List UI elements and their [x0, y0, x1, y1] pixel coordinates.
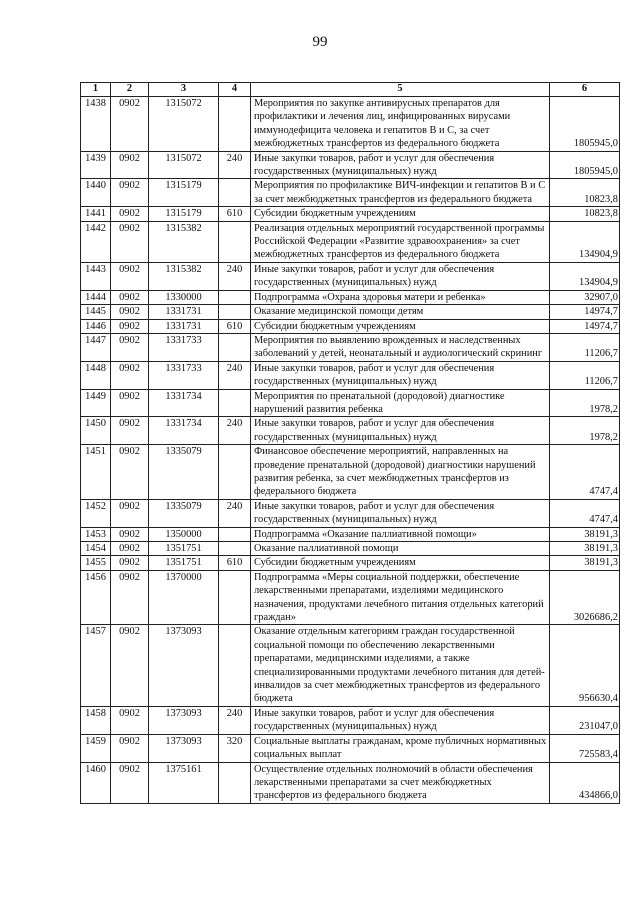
row-number: 1452 [81, 499, 111, 527]
target-code: 1331734 [149, 389, 219, 417]
target-code: 1335079 [149, 499, 219, 527]
amount: 1805945,0 [550, 97, 620, 152]
target-code: 1335079 [149, 445, 219, 500]
item-name: Оказание отдельным категориям граждан государственной социальной помощи по обеспечению лекарственными препаратами, медицинскими изделиями, а также специализированными продуктами лечебного питания для детей-инвалидов за счет межбюджетных трансфертов из федерального бюджета [251, 625, 550, 706]
section-code: 0902 [111, 151, 149, 179]
amount: 11206,7 [550, 333, 620, 361]
amount: 11206,7 [550, 361, 620, 389]
amount: 134904,9 [550, 262, 620, 290]
item-name: Оказание паллиативной помощи [251, 542, 550, 556]
target-code: 1373093 [149, 625, 219, 706]
section-code: 0902 [111, 445, 149, 500]
target-code: 1315179 [149, 179, 219, 207]
target-code: 1375161 [149, 762, 219, 803]
row-number: 1440 [81, 179, 111, 207]
table-row [81, 207, 620, 221]
expense-type: 610 [219, 556, 251, 570]
target-code: 1370000 [149, 570, 219, 625]
table-row [81, 333, 620, 361]
section-code: 0902 [111, 570, 149, 625]
expense-type [219, 179, 251, 207]
table-row [81, 179, 620, 207]
expense-type: 240 [219, 706, 251, 734]
target-code: 1331734 [149, 417, 219, 445]
target-code: 1331731 [149, 305, 219, 319]
amount: 14974,7 [550, 305, 620, 319]
amount: 231047,0 [550, 706, 620, 734]
table-row [81, 151, 620, 179]
item-name: Осуществление отдельных полномочий в области обеспечения лекарственными препаратами за счет межбюджетных трансфертов из федерального бюджета [251, 762, 550, 803]
section-code: 0902 [111, 706, 149, 734]
amount: 434866,0 [550, 762, 620, 803]
item-name: Реализация отдельных мероприятий государственной программы Российской Федерации «Развитие здравоохранения» за счет межбюджетных трансфертов из федерального бюджета [251, 221, 550, 262]
expense-type [219, 333, 251, 361]
item-name: Подпрограмма «Охрана здоровья матери и ребенка» [251, 290, 550, 304]
amount: 32907,0 [550, 290, 620, 304]
header-row [81, 83, 620, 97]
expense-type: 240 [219, 262, 251, 290]
table-row [81, 319, 620, 333]
target-code: 1373093 [149, 706, 219, 734]
amount: 956630,4 [550, 625, 620, 706]
item-name: Оказание медицинской помощи детям [251, 305, 550, 319]
row-number: 1449 [81, 389, 111, 417]
row-number: 1454 [81, 542, 111, 556]
item-name: Иные закупки товаров, работ и услуг для обеспечения государственных (муниципальных) нужд [251, 151, 550, 179]
target-code: 1351751 [149, 556, 219, 570]
amount: 1978,2 [550, 389, 620, 417]
item-name: Иные закупки товаров, работ и услуг для обеспечения государственных (муниципальных) нужд [251, 417, 550, 445]
amount: 1805945,0 [550, 151, 620, 179]
budget-table [80, 82, 620, 804]
amount: 134904,9 [550, 221, 620, 262]
expense-type: 320 [219, 734, 251, 762]
section-code: 0902 [111, 499, 149, 527]
target-code: 1315382 [149, 262, 219, 290]
section-code: 0902 [111, 417, 149, 445]
row-number: 1460 [81, 762, 111, 803]
target-code: 1315072 [149, 151, 219, 179]
item-name: Иные закупки товаров, работ и услуг для обеспечения государственных (муниципальных) нужд [251, 361, 550, 389]
item-name: Мероприятия по пренатальной (дородовой) диагностике нарушений развития ребенка [251, 389, 550, 417]
row-number: 1438 [81, 97, 111, 152]
table-row [81, 706, 620, 734]
amount: 1978,2 [550, 417, 620, 445]
item-name: Мероприятия по закупке антивирусных препаратов для профилактики и лечения лиц, инфицированных вирусами иммунодефицита человека и гепатитов В и С, за счет межбюджетных трансфертов из федерального бюджета [251, 97, 550, 152]
header-col-5: 5 [251, 83, 550, 97]
table-row [81, 570, 620, 625]
header-col-4: 4 [219, 83, 251, 97]
table-row [81, 625, 620, 706]
table-row [81, 734, 620, 762]
item-name: Субсидии бюджетным учреждениям [251, 556, 550, 570]
item-name: Субсидии бюджетным учреждениям [251, 319, 550, 333]
header-col-3: 3 [149, 83, 219, 97]
table-row [81, 542, 620, 556]
expense-type [219, 305, 251, 319]
table-row [81, 527, 620, 541]
target-code: 1331733 [149, 361, 219, 389]
amount: 4747,4 [550, 499, 620, 527]
expense-type: 240 [219, 499, 251, 527]
row-number: 1456 [81, 570, 111, 625]
row-number: 1444 [81, 290, 111, 304]
row-number: 1441 [81, 207, 111, 221]
expense-type [219, 570, 251, 625]
amount: 10823,8 [550, 179, 620, 207]
target-code: 1331731 [149, 319, 219, 333]
section-code: 0902 [111, 305, 149, 319]
amount: 14974,7 [550, 319, 620, 333]
section-code: 0902 [111, 734, 149, 762]
row-number: 1458 [81, 706, 111, 734]
item-name: Иные закупки товаров, работ и услуг для обеспечения государственных (муниципальных) нужд [251, 499, 550, 527]
item-name: Иные закупки товаров, работ и услуг для обеспечения государственных (муниципальных) нужд [251, 262, 550, 290]
expense-type: 240 [219, 151, 251, 179]
table-row [81, 556, 620, 570]
expense-type: 610 [219, 319, 251, 333]
header-col-6: 6 [550, 83, 620, 97]
row-number: 1447 [81, 333, 111, 361]
amount: 4747,4 [550, 445, 620, 500]
table-row [81, 417, 620, 445]
section-code: 0902 [111, 556, 149, 570]
item-name: Субсидии бюджетным учреждениям [251, 207, 550, 221]
header-col-2: 2 [111, 83, 149, 97]
item-name: Мероприятия по выявлению врожденных и наследственных заболеваний у детей, неонатальный и аудиологический скрининг [251, 333, 550, 361]
header-col-1: 1 [81, 83, 111, 97]
table-row [81, 221, 620, 262]
amount: 3026686,2 [550, 570, 620, 625]
expense-type [219, 445, 251, 500]
section-code: 0902 [111, 179, 149, 207]
target-code: 1351751 [149, 542, 219, 556]
table-row [81, 290, 620, 304]
expense-type [219, 290, 251, 304]
table-row [81, 262, 620, 290]
row-number: 1459 [81, 734, 111, 762]
section-code: 0902 [111, 221, 149, 262]
table-row [81, 97, 620, 152]
expense-type: 610 [219, 207, 251, 221]
section-code: 0902 [111, 527, 149, 541]
row-number: 1442 [81, 221, 111, 262]
row-number: 1450 [81, 417, 111, 445]
target-code: 1315382 [149, 221, 219, 262]
section-code: 0902 [111, 389, 149, 417]
expense-type [219, 389, 251, 417]
amount: 10823,8 [550, 207, 620, 221]
item-name: Социальные выплаты гражданам, кроме публичных нормативных социальных выплат [251, 734, 550, 762]
target-code: 1331733 [149, 333, 219, 361]
amount: 38191,3 [550, 542, 620, 556]
section-code: 0902 [111, 542, 149, 556]
expense-type [219, 527, 251, 541]
section-code: 0902 [111, 290, 149, 304]
target-code: 1315179 [149, 207, 219, 221]
expense-type [219, 762, 251, 803]
section-code: 0902 [111, 207, 149, 221]
table-row [81, 762, 620, 803]
section-code: 0902 [111, 97, 149, 152]
item-name: Подпрограмма «Оказание паллиативной помощи» [251, 527, 550, 541]
expense-type: 240 [219, 361, 251, 389]
expense-type: 240 [219, 417, 251, 445]
item-name: Подпрограмма «Меры социальной поддержки, обеспечение лекарственными препаратами, изделиями медицинского назначения, продуктами лечебного питания отдельных категорий граждан» [251, 570, 550, 625]
table-row [81, 305, 620, 319]
row-number: 1451 [81, 445, 111, 500]
row-number: 1443 [81, 262, 111, 290]
row-number: 1446 [81, 319, 111, 333]
expense-type [219, 625, 251, 706]
item-name: Мероприятия по профилактике ВИЧ-инфекции и гепатитов В и С за счет межбюджетных трансфертов из федерального бюджета [251, 179, 550, 207]
expense-type [219, 97, 251, 152]
target-code: 1350000 [149, 527, 219, 541]
table-row [81, 499, 620, 527]
expense-type [219, 542, 251, 556]
table-row [81, 389, 620, 417]
row-number: 1457 [81, 625, 111, 706]
row-number: 1439 [81, 151, 111, 179]
table-row [81, 445, 620, 500]
item-name: Финансовое обеспечение мероприятий, направленных на проведение пренатальной (дородовой) диагностики нарушений развития ребенка, за счет межбюджетных трансфертов из федерального бюджета [251, 445, 550, 500]
row-number: 1445 [81, 305, 111, 319]
section-code: 0902 [111, 262, 149, 290]
row-number: 1455 [81, 556, 111, 570]
amount: 38191,3 [550, 527, 620, 541]
expense-type [219, 221, 251, 262]
page-number: 99 [312, 34, 328, 50]
section-code: 0902 [111, 319, 149, 333]
section-code: 0902 [111, 762, 149, 803]
section-code: 0902 [111, 625, 149, 706]
table-row [81, 361, 620, 389]
item-name: Иные закупки товаров, работ и услуг для обеспечения государственных (муниципальных) нужд [251, 706, 550, 734]
target-code: 1373093 [149, 734, 219, 762]
row-number: 1448 [81, 361, 111, 389]
section-code: 0902 [111, 361, 149, 389]
amount: 38191,3 [550, 556, 620, 570]
row-number: 1453 [81, 527, 111, 541]
target-code: 1330000 [149, 290, 219, 304]
amount: 725583,4 [550, 734, 620, 762]
section-code: 0902 [111, 333, 149, 361]
target-code: 1315072 [149, 97, 219, 152]
